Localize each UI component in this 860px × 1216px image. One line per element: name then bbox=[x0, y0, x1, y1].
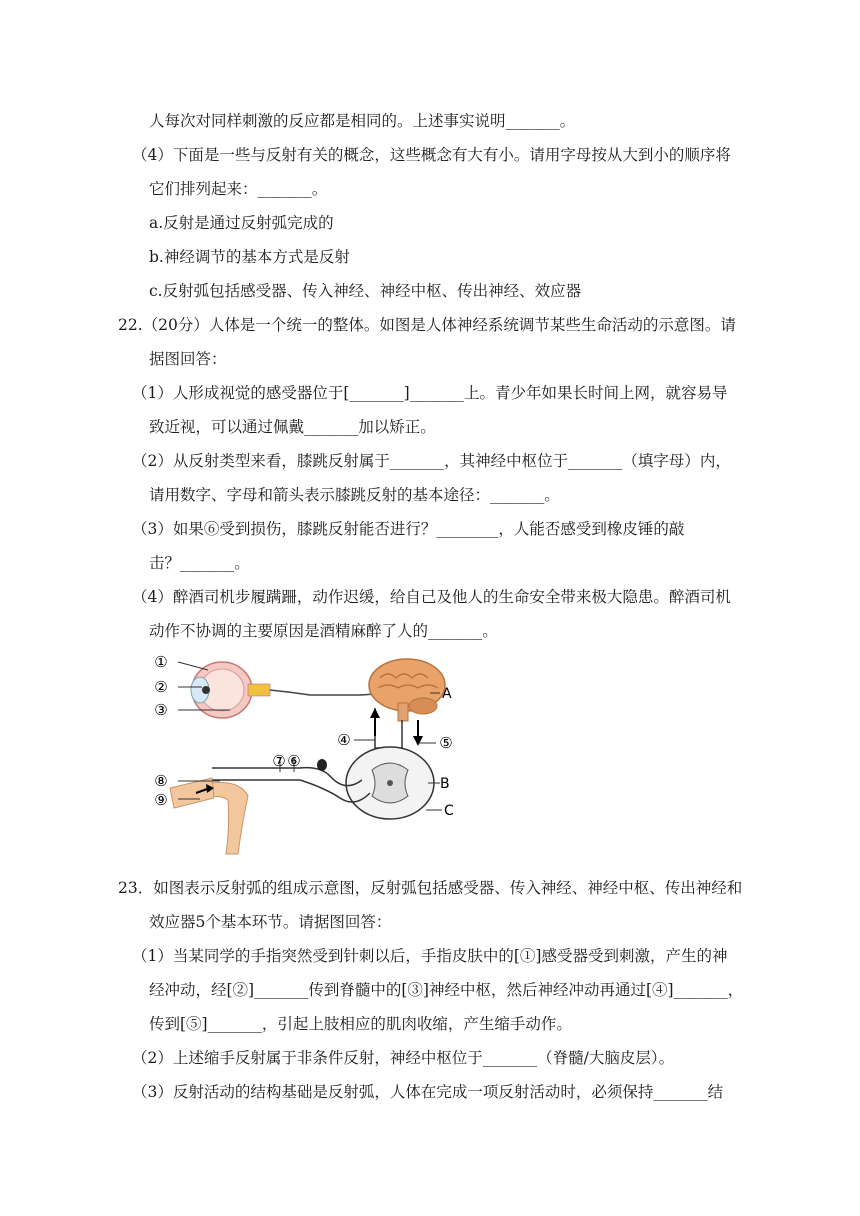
text-line-8: 据图回答： bbox=[149, 350, 227, 368]
label-1: ① bbox=[154, 653, 168, 671]
text-line-3: 它们排列起来：_______。 bbox=[149, 180, 328, 198]
text-line-10: 致近视，可以通过佩戴_______加以矫正。 bbox=[149, 418, 436, 436]
question-22-title: 22.（20分）人体是一个统一的整体。如图是人体神经系统调节某些生命活动的示意图。请 bbox=[118, 316, 736, 334]
question-23-title: 23．如图表示反射弧的组成示意图，反射弧包括感受器、传入神经、神经中枢、传出神经和 bbox=[118, 879, 743, 897]
text-line-18: 效应器5个基本环节。请据图回答： bbox=[149, 913, 392, 931]
text-line-9: （1）人形成视觉的感受器位于[_______]_______上。青少年如果长时间上网，就容易导 bbox=[132, 384, 728, 402]
text-line-12: 请用数字、字母和箭头表示膝跳反射的基本途径：_______。 bbox=[149, 486, 560, 504]
spinal-cord-section bbox=[346, 747, 434, 819]
text-line-6: c.反射弧包括感受器、传入神经、神经中枢、传出神经、效应器 bbox=[149, 282, 582, 300]
text-line-4: a.反射是通过反射弧完成的 bbox=[149, 214, 334, 232]
text-line-16: 动作不协调的主要原因是酒精麻醉了人的_______。 bbox=[149, 622, 498, 640]
text-line-21: 传到[⑤]_______，引起上肢相应的肌肉收缩，产生缩手动作。 bbox=[149, 1015, 572, 1033]
label-7: ⑦ bbox=[272, 752, 286, 770]
text-line-13: （3）如果⑥受到损伤，膝跳反射能否进行？________，人能否感受到橡皮锤的敲 bbox=[132, 520, 685, 538]
text-line-15: （4）醉酒司机步履蹒跚，动作迟缓，给自己及他人的生命安全带来极大隐患。醉酒司机 bbox=[132, 588, 731, 606]
label-3: ③ bbox=[154, 701, 168, 719]
label-2: ② bbox=[154, 678, 168, 696]
text-line-23: （3）反射活动的结构基础是反射弧，人体在完成一项反射活动时，必须保持_______结 bbox=[132, 1083, 724, 1101]
leg-illustration bbox=[170, 778, 248, 854]
text-line-5: b.神经调节的基本方式是反射 bbox=[149, 248, 350, 266]
text-line-20: 经冲动，经[②]_______传到脊髓中的[③]神经中枢，然后神经冲动再通过[④]_______， bbox=[149, 981, 744, 999]
label-A: A bbox=[442, 686, 452, 702]
label-C: C bbox=[444, 803, 454, 819]
text-line-19: （1）当某同学的手指突然受到针刺以后，手指皮肤中的[①]感受器受到刺激，产生的神 bbox=[132, 947, 728, 965]
text-line-2: （4）下面是一些与反射有关的概念，这些概念有大有小。请用字母按从大到小的顺序将 bbox=[132, 146, 731, 164]
label-6: ⑥ bbox=[287, 752, 301, 770]
label-B: B bbox=[440, 776, 450, 792]
text-line-14: 击？_______。 bbox=[149, 554, 250, 572]
label-5: ⑤ bbox=[439, 734, 453, 752]
nervous-system-diagram bbox=[140, 648, 470, 863]
label-9: ⑨ bbox=[154, 791, 168, 809]
brain-illustration bbox=[369, 659, 445, 721]
text-line-1: 人每次对同样刺激的反应都是相同的。上述事实说明_______。 bbox=[149, 112, 576, 130]
label-4: ④ bbox=[337, 731, 351, 749]
label-8: ⑧ bbox=[154, 772, 168, 790]
text-line-11: （2）从反射类型来看，膝跳反射属于_______，其神经中枢位于_______（填字母）内， bbox=[132, 452, 731, 470]
text-line-22: （2）上述缩手反射属于非条件反射，神经中枢位于_______（脊髓/大脑皮层）。 bbox=[132, 1049, 675, 1067]
